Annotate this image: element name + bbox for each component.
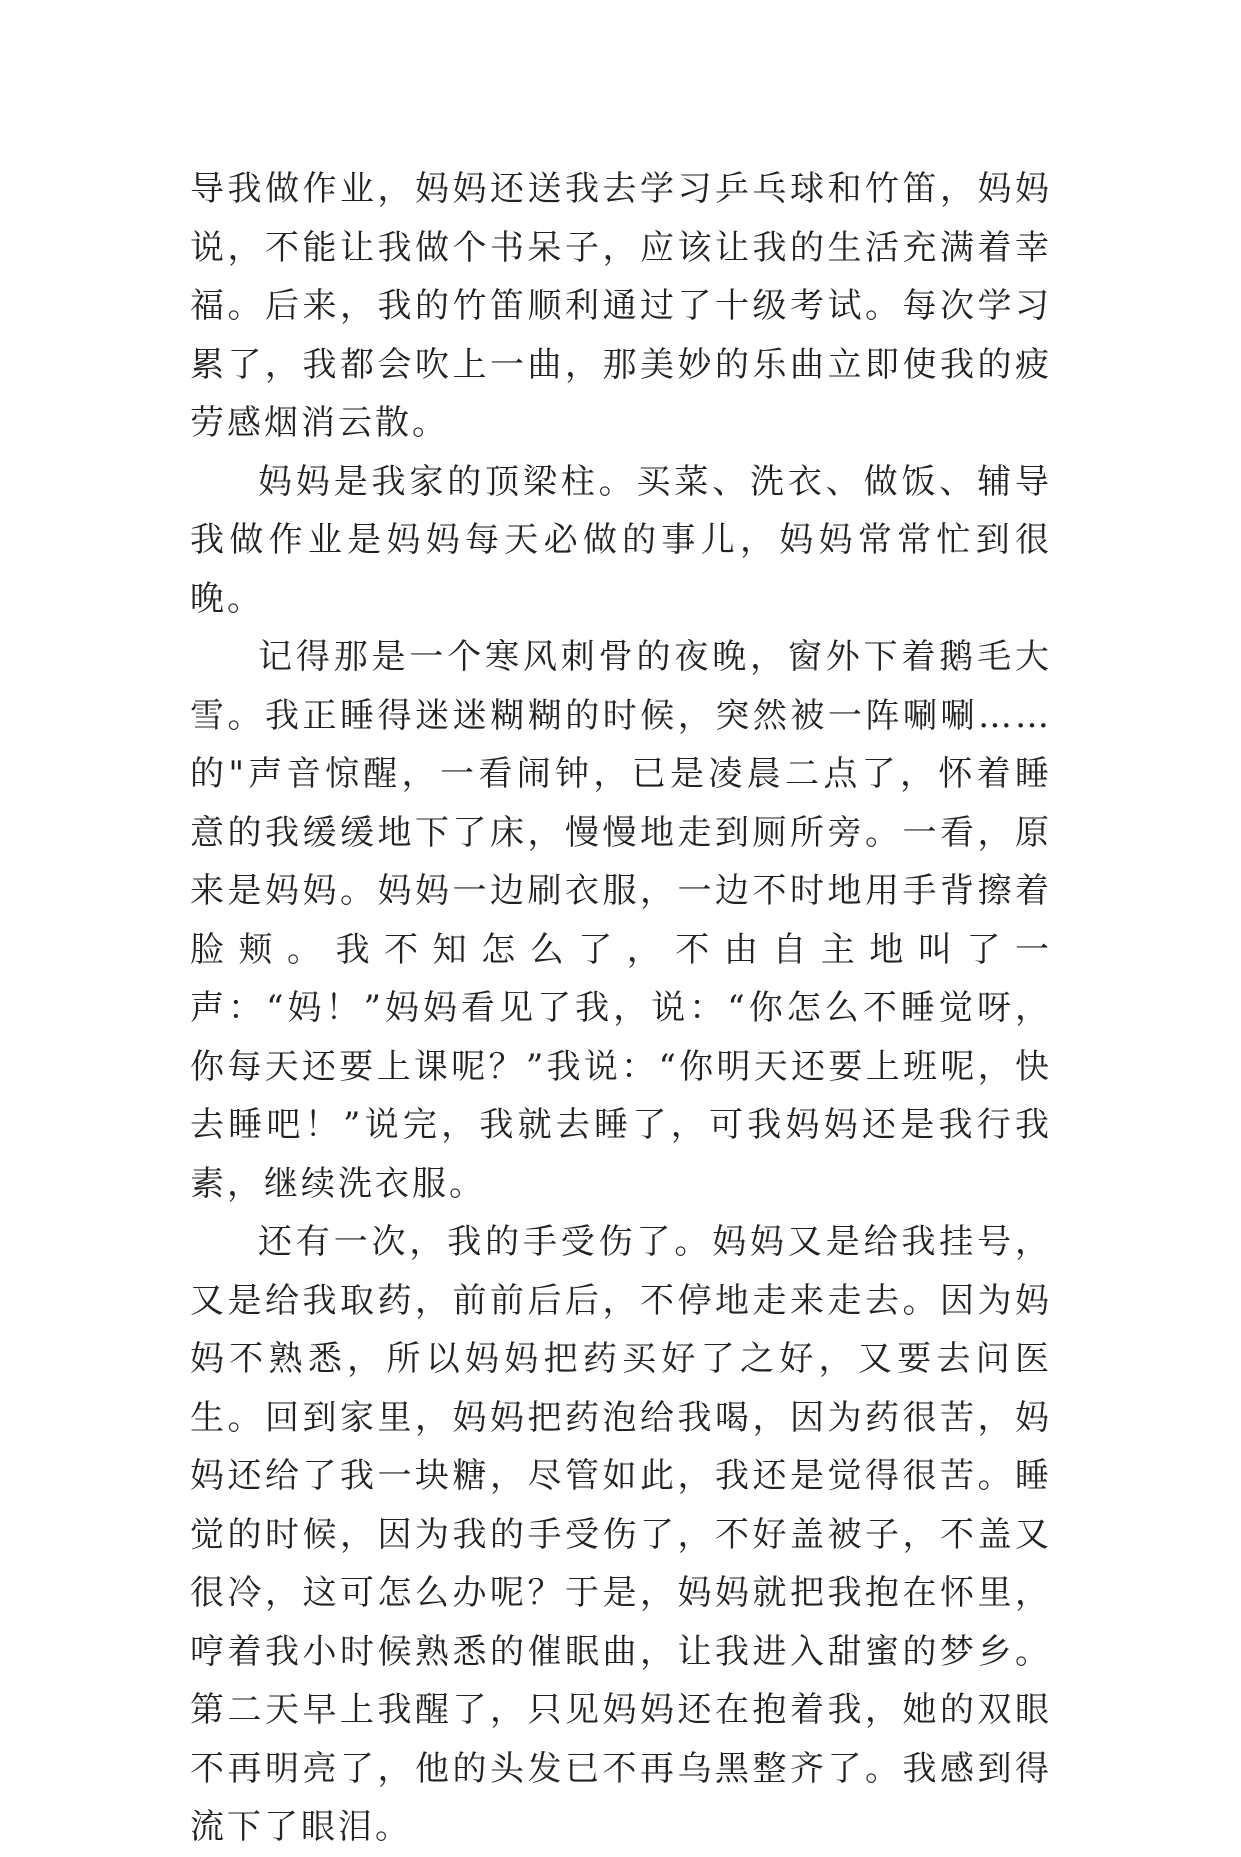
essay-body bbox=[190, 160, 1052, 1857]
paragraph-3: 记得那是一个寒风刺骨的夜晚，窗外下着鹅毛大雪。我正睡得迷迷糊糊的时候，突然被一阵唰唰……的"声音惊醒，一看闹钟，已是凌晨二点了，怀着睡意的我缓缓地下了床，慢慢地走到厕所旁。一看，原来是妈妈。妈妈一边刷衣服，一边不时地用手背擦着脸颊。我不知怎么了，不由自主地叫了一声：“妈！”妈妈看见了我，说：“你怎么不睡觉呀，你每天还要上课呢？”我说：“你明天还要上班呢，快去睡吧！”说完，我就去睡了，可我妈妈还是我行我素，继续洗衣服。 bbox=[190, 637, 1052, 1204]
paragraph-2: 妈妈是我家的顶梁柱。买菜、洗衣、做饭、辅导我做作业是妈妈每天必做的事儿，妈妈常常忙到很晚。 bbox=[190, 461, 1052, 619]
paragraph-4: 还有一次，我的手受伤了。妈妈又是给我挂号，又是给我取药，前前后后，不停地走来走去。因为妈妈不熟悉，所以妈妈把药买好了之好，又要去问医生。回到家里，妈妈把药泡给我喝，因为药很苦，妈妈还给了我一块糖，尽管如此，我还是觉得很苦。睡觉的时候，因为我的手受伤了，不好盖被子，不盖又很冷，这可怎么办呢？于是，妈妈就把我抱在怀里，哼着我小时候熟悉的催眠曲，让我进入甜蜜的梦乡。第二天早上我醒了，只见妈妈还在抱着我，她的双眼不再明亮了，他的头发已不再乌黑整齐了。我感到得流下了眼泪。 bbox=[190, 1222, 1052, 1847]
paragraph-1: 导我做作业，妈妈还送我去学习乒乓球和竹笛，妈妈说，不能让我做个书呆子，应该让我的生活充满着幸福。后来，我的竹笛顺利通过了十级考试。每次学习累了，我都会吹上一曲，那美妙的乐曲立即使我的疲劳感烟消云散。 bbox=[190, 169, 1052, 443]
